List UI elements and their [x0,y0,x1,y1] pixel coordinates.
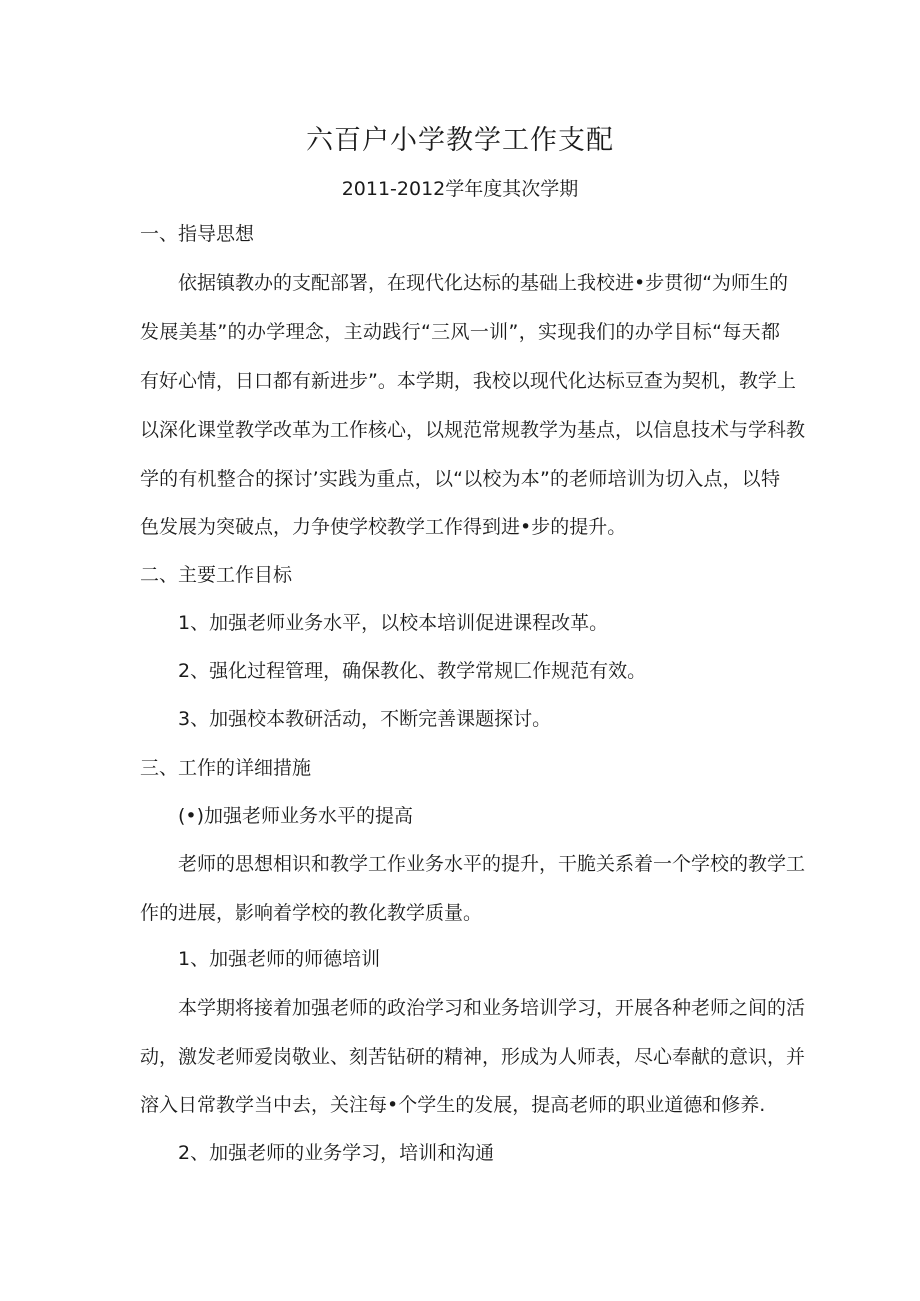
measure-item-1: 1、加强老师的师德培训 [178,948,381,970]
section-heading-2: 二、主要工作目标 [140,564,293,586]
document-title: 六百户小学教学工作支配 [306,125,614,156]
goal-item: 1、加强老师业务水平，以校本培训促进课程改革。 [178,612,609,634]
paragraph-1-line: 学的有机整合的探讨’实践为重点，以“以校为本”的老师培训为切入点，以特 [140,468,780,490]
measure-item-2: 2、加强老师的业务学习，培训和沟通 [178,1142,495,1164]
subsection-heading: (•)加强老师业务水平的提高 [178,805,414,827]
paragraph-1-line: 有好心情，日口都有新进步”。本学期，我校以现代化达标豆查为契机，教学上 [140,370,796,392]
paragraph-1-line: 发展美基”的办学理念，主动践行“三风一训”，实现我们的办学目标“每天都 [140,321,780,343]
paragraph-1-line: 色发展为突破点，力争使学校教学工作得到进•步的提升。 [140,516,627,538]
goal-item: 3、加强校本教研活动，不断完善课题探讨。 [178,708,552,730]
paragraph-3-line: 本学期将接着加强老师的政治学习和业务培训学习，开展各种老师之间的活 [178,997,806,1019]
goal-item: 2、强化过程管理，确保教化、教学常规匚作规范有效。 [178,660,647,682]
paragraph-3-line: 溶入日常教学当中去，关注每•个学生的发展，提高老师的职业道德和修养. [140,1094,766,1116]
section-heading-1: 一、指导思想 [140,223,255,245]
paragraph-2-line: 老师的思想相识和教学工作业务水平的提升，干脆关系着一个学校的教学工 [178,853,806,875]
paragraph-2-line: 作的进展，影响着学校的教化教学质量。 [140,902,483,924]
paragraph-3-line: 动，激发老师爱岗敬业、刻苦钻研的精神，形成为人师表，尽心奉献的意识，并 [140,1046,806,1068]
document-subtitle: 2011-2012学年度其次学期 [341,178,579,200]
paragraph-1-line: 以深化课堂教学改革为工作核心，以规范常规教学为基点，以信息技术与学科教 [140,419,806,441]
section-heading-3: 三、工作的详细措施 [140,757,312,779]
paragraph-1-line: 依据镇教办的支配部署，在现代化达标的基础上我校进•步贯彻“为师生的 [178,272,789,294]
